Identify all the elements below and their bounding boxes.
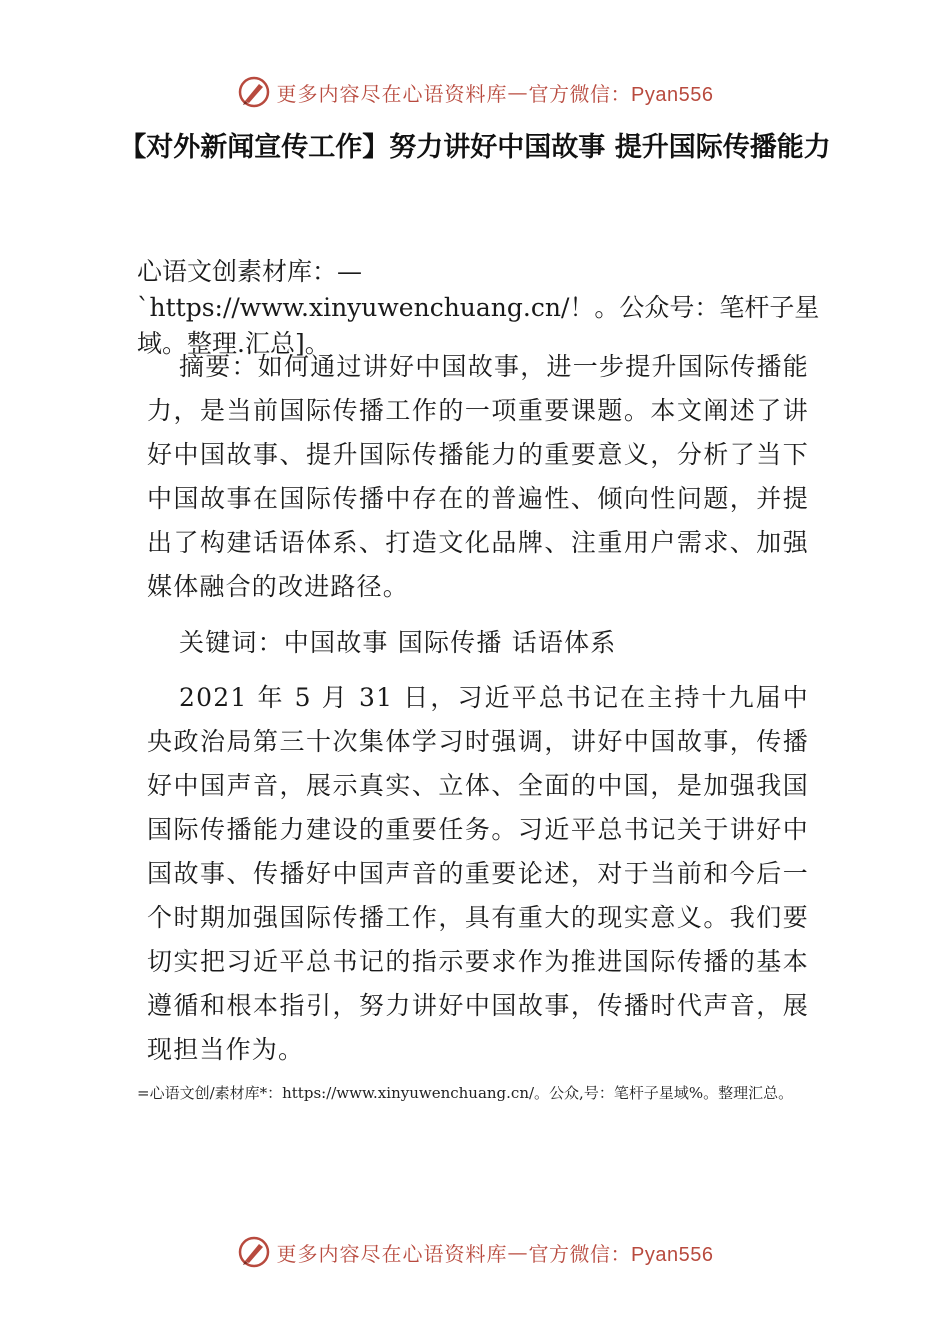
footnote: =心语文创/素材库*：https://www.xinyuwenchuang.cn/。公众,号：笔杆子星域%。整理汇总。 <box>137 1084 794 1102</box>
body-paragraph <box>147 676 809 1072</box>
abstract-paragraph <box>147 345 809 609</box>
keywords-text: 关键词：中国故事 国际传播 话语体系 <box>179 628 617 657</box>
document-title: 【对外新闻宣传工作】努力讲好中国故事 提升国际传播能力 <box>119 132 831 163</box>
banner-wechat-text: 官方微信：Pyan556 <box>528 83 714 106</box>
banner-wechat-text: 官方微信：Pyan556 <box>528 1243 714 1266</box>
banner-separator: — <box>507 1240 529 1264</box>
abstract-text: 摘要：如何通过讲好中国故事，进一步提升国际传播能力，是当前国际传播工作的一项重要课题。本文阐述了讲好中国故事、提升国际传播能力的重要意义，分析了当下中国故事在国际传播中存在的普遍性、倾向性问题，并提出了构建话语体系、打造文化品牌、注重用户需求、加强媒体融合的改进路径。 <box>147 352 809 601</box>
banner-brand-text: 更多内容尽在心语资料库 <box>276 1241 508 1266</box>
banner-separator: — <box>507 80 529 104</box>
source-line: 心语文创素材库：—`https://www.xinyuwenchuang.cn/！。公众号：笔杆子星域。整理.汇总]。 <box>137 257 820 358</box>
banner-brand-text: 更多内容尽在心语资料库 <box>276 81 508 106</box>
footer-banner <box>0 1230 950 1274</box>
body-text: 2021 年 5 月 31 日，习近平总书记在主持十九届中央政治局第三十次集体学习时强调，讲好中国故事，传播好中国声音，展示真实、立体、全面的中国，是加强我国国际传播能力建设的重要任务。习近平总书记关于讲好中国故事、传播好中国声音的重要论述，对于当前和今后一个时期加强国际传播工作，具有重大的现实意义。我们要切实把习近平总书记的指示要求作为推进国际传播的基本遵循和根本指引，努力讲好中国故事，传播时代声音，展现担当作为。 <box>147 683 809 1064</box>
header-banner <box>0 70 950 114</box>
pen-logo-icon <box>237 75 271 109</box>
keywords-line <box>147 621 809 665</box>
pen-logo-icon <box>237 1235 271 1269</box>
